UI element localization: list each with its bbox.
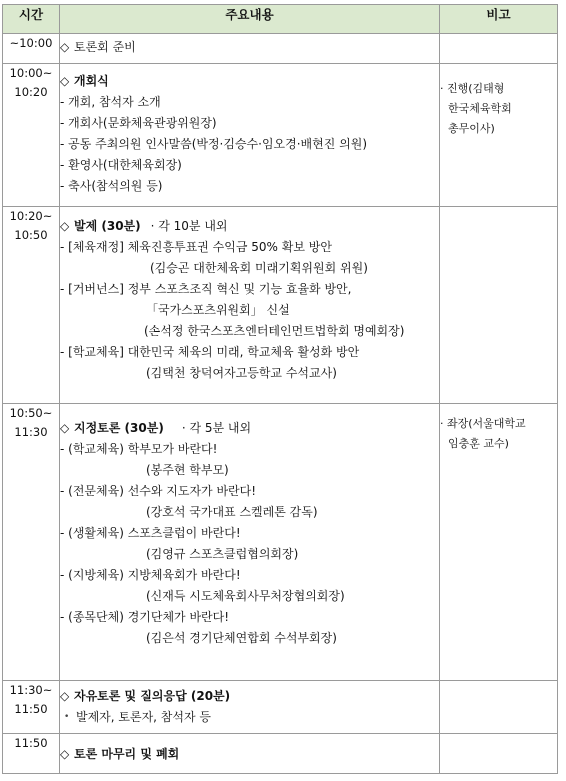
time-cell: [3, 404, 60, 681]
list-item: - 개회, 참석자 소개: [60, 95, 161, 109]
list-item: - (학교체육) 학부모가 바란다!: [60, 442, 218, 456]
table-row-discussion: [3, 404, 558, 681]
list-item: (김영규 스포츠클럽협의회장): [146, 547, 299, 561]
time-start: 10:00~: [9, 66, 53, 80]
content-cell: [60, 64, 440, 207]
note-cell: [440, 734, 558, 774]
header-content: 주요내용: [60, 5, 440, 34]
note-cell: [440, 681, 558, 734]
content-cell: [60, 734, 440, 774]
list-item: - [체육재정] 체육진흥투표권 수익금 50% 확보 방안: [60, 240, 332, 254]
diamond-icon: ◇: [60, 40, 70, 54]
table-row-closing: [3, 734, 558, 774]
list-item: - [거버넌스] 정부 스포츠조직 혁신 및 기능 효율화 방안,: [60, 282, 352, 296]
content-cell: [60, 207, 440, 404]
section-heading: [60, 37, 439, 58]
schedule-table: [2, 4, 558, 774]
list-item: - (전문체육) 선수와 지도자가 바란다!: [60, 484, 257, 498]
note-text: · 좌장(서울대학교: [440, 417, 526, 430]
note-text: · 진행(김태형: [440, 82, 505, 95]
section-heading: [60, 417, 439, 439]
table-row-opening: [3, 64, 558, 207]
heading-text: 토론 마무리 및 폐회: [74, 746, 180, 761]
list-item: - 개회사(문화체육관광위원장): [60, 116, 217, 130]
list-item: - (종목단체) 경기단체가 바란다!: [60, 610, 230, 624]
note-text: 임충훈 교수): [448, 437, 509, 450]
heading-text: 토론회 준비: [74, 40, 136, 54]
list-item: [60, 707, 439, 728]
list-item: 「국가스포츠위원회」 신설: [146, 303, 290, 317]
list-item: - (지방체육) 지방체육회가 바란다!: [60, 568, 241, 582]
content-cell: [60, 34, 440, 64]
heading-text: 지정토론 (30분): [74, 421, 164, 435]
list-item: (봉주현 학부모): [146, 463, 229, 477]
list-item: - 축사(참석의원 등): [60, 179, 163, 193]
list-item: (강호석 국가대표 스켈레톤 감독): [146, 505, 318, 519]
time-start: 10:50~: [9, 406, 53, 420]
header-row: [3, 5, 558, 34]
note-cell: [440, 34, 558, 64]
list-item: (김승곤 대한체육회 미래기획위원회 위원): [150, 261, 368, 275]
note-cell: [440, 64, 558, 207]
list-item: (김은석 경기단체연합회 수석부회장): [146, 631, 337, 645]
time-end: 11:50: [14, 702, 48, 716]
list-item: - 공동 주최의원 인사말씀(박정·김승수·임오경·배현진 의원): [60, 137, 368, 151]
list-item: (손석정 한국스포츠엔터테인먼트법학회 명예회장): [144, 324, 405, 338]
section-heading: [60, 743, 439, 765]
list-item: - 환영사(대한체육회장): [60, 158, 182, 172]
diamond-icon: ◇: [60, 421, 70, 435]
section-heading: [60, 215, 439, 237]
note-cell: [440, 404, 558, 681]
header-time: 시간: [3, 5, 60, 34]
heading-note: · 각 10분 내외: [150, 219, 228, 233]
time-end: 11:30: [14, 425, 48, 439]
content-cell: [60, 681, 440, 734]
time-cell: [3, 207, 60, 404]
list-item: (김택천 창덕여자고등학교 수석교사): [146, 366, 337, 380]
section-heading: [60, 70, 439, 92]
diamond-icon: ◇: [60, 219, 70, 233]
time-end: 10:50: [14, 228, 48, 242]
note-cell: [440, 207, 558, 404]
table-row-preparation: [3, 34, 558, 64]
header-note: 비고: [440, 5, 558, 34]
note-text: 한국체육학회: [448, 102, 512, 115]
bullet-icon: •: [64, 712, 70, 722]
table-row-presentations: [3, 207, 558, 404]
list-item: - (생활체육) 스포츠클럽이 바란다!: [60, 526, 241, 540]
diamond-icon: ◇: [60, 689, 70, 703]
list-item-text: 발제자, 토론자, 참석자 등: [76, 710, 211, 724]
diamond-icon: ◇: [60, 74, 70, 88]
time-cell: [3, 64, 60, 207]
heading-text: 발제 (30분): [74, 219, 141, 233]
heading-text: 자유토론 및 질의응답 (20분): [74, 689, 231, 703]
time-cell: ~10:00: [3, 34, 60, 64]
content-cell: [60, 404, 440, 681]
list-item: - [학교체육] 대한민국 체육의 미래, 학교체육 활성화 방안: [60, 345, 360, 359]
section-heading: [60, 685, 439, 707]
heading-note: · 각 5분 내외: [181, 421, 252, 435]
list-item: (신재득 시도체육회사무처장협의회장): [146, 589, 345, 603]
time-start: 11:30~: [9, 683, 53, 697]
heading-text: 개회식: [74, 74, 109, 88]
time-cell: 11:50: [3, 734, 60, 774]
time-cell: [3, 681, 60, 734]
table-row-qa: [3, 681, 558, 734]
note-text: 총무이사): [448, 122, 495, 135]
time-end: 10:20: [14, 85, 48, 99]
diamond-icon: ◇: [60, 746, 70, 761]
time-start: 10:20~: [9, 209, 53, 223]
